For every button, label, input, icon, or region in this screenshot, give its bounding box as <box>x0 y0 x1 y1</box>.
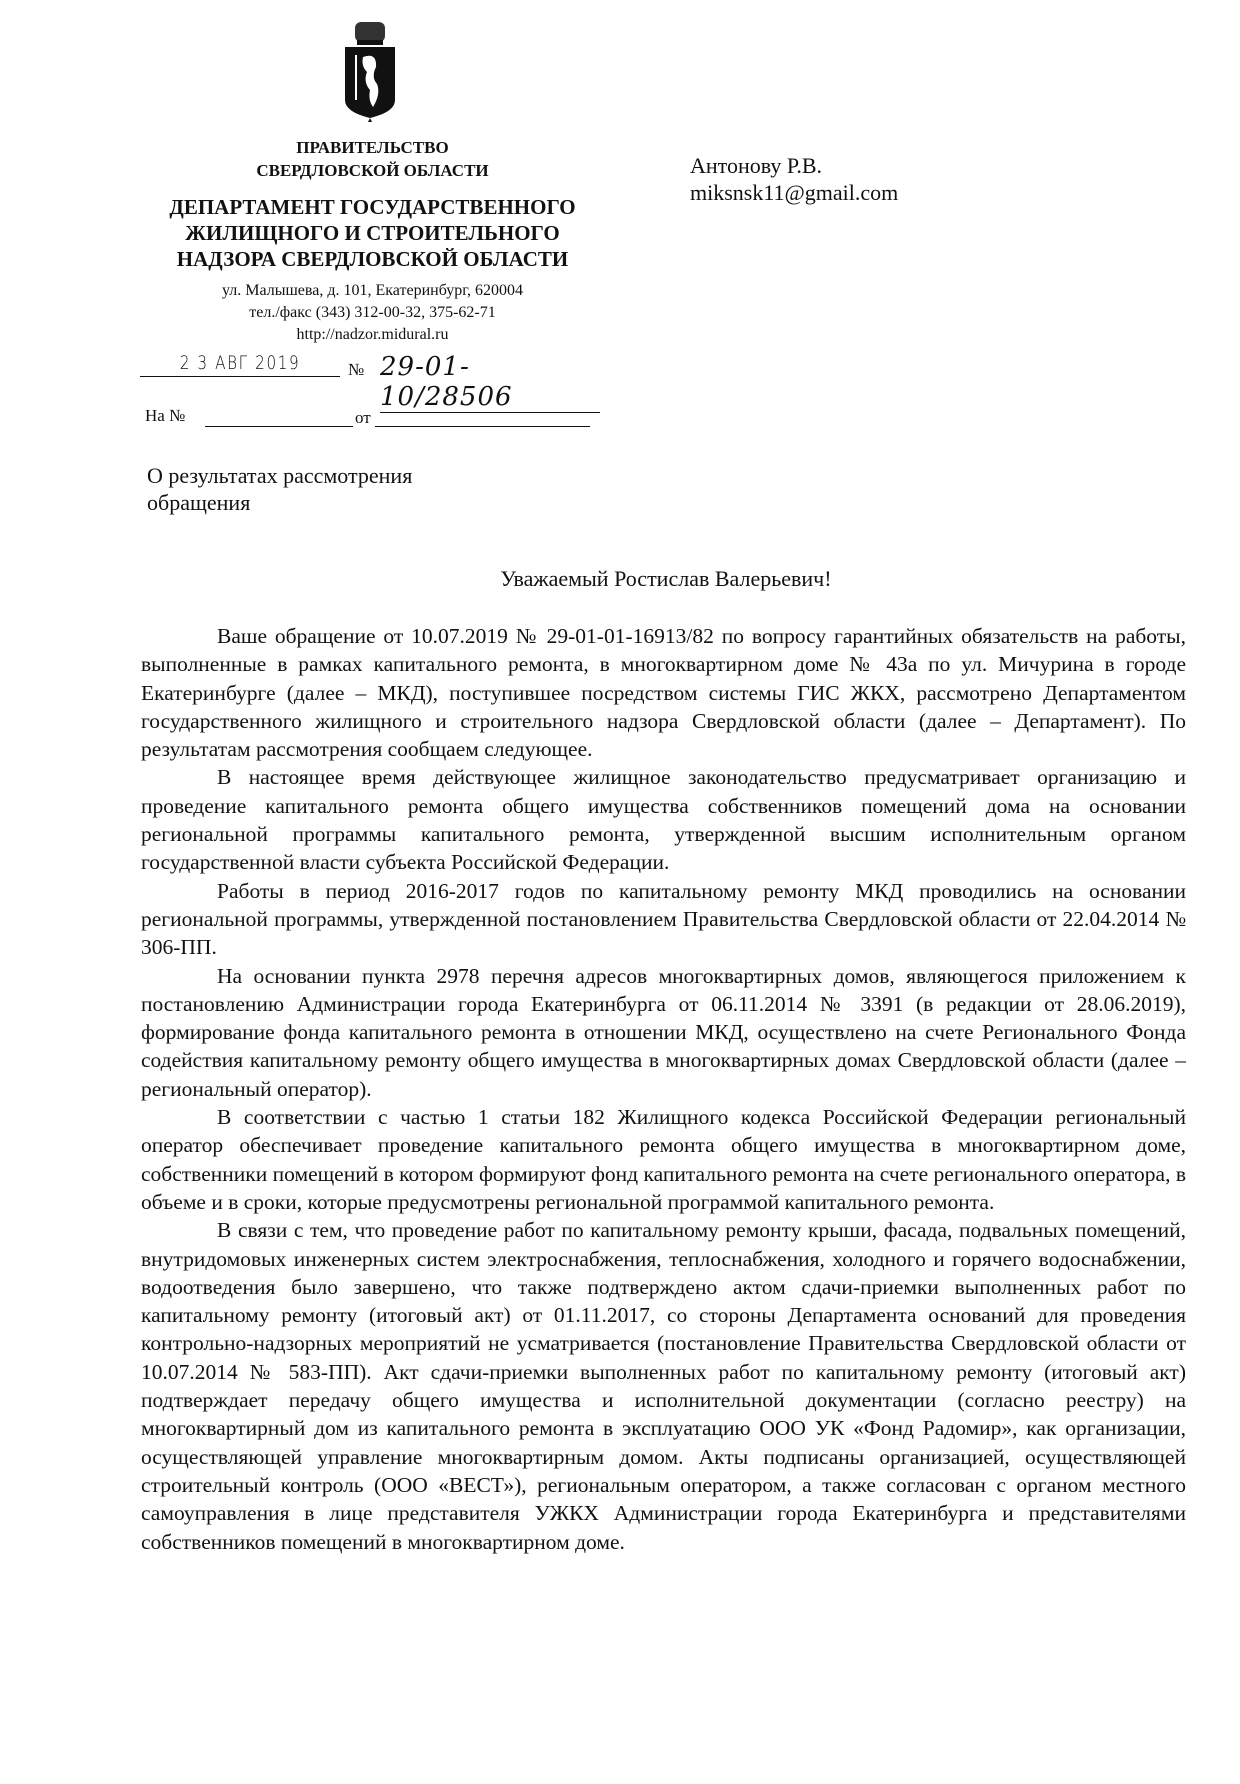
address-line: ул. Малышева, д. 101, Екатеринбург, 620004 <box>222 282 523 299</box>
government-line: ПРАВИТЕЛЬСТВО <box>296 138 449 157</box>
department-line: ЖИЛИЩНОГО И СТРОИТЕЛЬНОГО <box>185 221 560 245</box>
addressee-name: Антонову Р.В. <box>690 153 823 178</box>
department-title <box>120 194 625 272</box>
letter-body <box>141 622 1186 1556</box>
reply-number-blank <box>205 406 353 427</box>
reply-date-blank <box>375 406 590 427</box>
addressee <box>690 152 898 206</box>
body-paragraph: Ваше обращение от 10.07.2019 № 29-01-01-16913/82 по вопросу гарантийных обязательств на работы, выполненные в рамках капитального ремонта, в многоквартирном доме № 43а по ул. Мичурина в городе Екатеринбурге (далее – МКД), поступившее посредством системы ГИС ЖКХ, рассмотрено Департаментом государственного жилищного и строительного надзора Свердловской области (далее – Департамент). По результатам рассмотрения сообщаем следующее. <box>141 624 1186 762</box>
body-paragraph: В настоящее время действующее жилищное законодательство предусматривает организацию и проведение капитального ремонта общего имущества собственников помещений дома на основании региональной программы капитального ремонта, утвержденной высшим исполнительным органом государственной власти субъекта Российской Федерации. <box>141 765 1186 875</box>
body-paragraph: В связи с тем, что проведение работ по капитальному ремонту крыши, фасада, подвальных помещений, внутридомовых инженерных систем электроснабжения, теплоснабжения, холодного и горячего водоснабжении, водоотведения было завершено, что также подтверждено актом сдачи-приемки выполненных работ по капитальному ремонту (итоговый акт) от 01.11.2017, со стороны Департамента оснований для проведения контрольно-надзорных мероприятий не усматривается (постановление Правительства Свердловской области от 10.07.2014 № 583-ПП). Акт сдачи-приемки выполненных работ по капитальному ремонту (итоговый акт) подтверждает передачу общего имущества и исполнительной документации (согласно реестру) на многоквартирный дом из капитального ремонта в эксплуатацию ООО УК «Фонд Радомир», как организации, осуществляющей управление многоквартирным домом. Акты подписаны организацией, осуществляющей строительный контроль (ООО «ВЕСТ»), региональным оператором, а также согласован с органом местного самоуправления в лице представителя УЖКХ Администрации города Екатеринбурга и представителями собственников помещений в многоквартирном доме. <box>141 1218 1186 1554</box>
coat-of-arms-emblem <box>343 22 397 122</box>
body-paragraph: На основании пункта 2978 перечня адресов многоквартирных домов, являющегося приложением к постановлению Администрации города Екатеринбурга от 06.11.2014 № 3391 (в редакции от 28.06.2019), формирование фонда капитального ремонта в отношении МКД, осуществлено на счете Регионального Фонда содействия капитальному ремонту общего имущества в многоквартирных домах Свердловской области (далее – региональный оператор). <box>141 963 1186 1101</box>
department-address <box>120 280 625 346</box>
outgoing-registration <box>140 352 600 412</box>
letter-subject <box>147 462 412 516</box>
number-label: № <box>348 360 365 379</box>
outgoing-number-handwritten: 29-01-10/28506 <box>380 352 600 413</box>
department-line: НАДЗОРА СВЕРДЛОВСКОЙ ОБЛАСТИ <box>176 247 569 271</box>
reply-number-label: На № <box>145 406 186 425</box>
subject-line: О результатах рассмотрения <box>147 463 413 488</box>
government-line: СВЕРДЛОВСКОЙ ОБЛАСТИ <box>256 161 489 180</box>
reply-date-label: от <box>355 408 371 427</box>
body-paragraph: В соответствии с частью 1 статьи 182 Жилищного кодекса Российской Федерации региональный оператор обеспечивает проведение капитального ремонта общего имущества в многоквартирном доме, собственники помещений в котором формируют фонд капитального ремонта на счете регионального оператора, в объеме и в сроки, которые предусмотрены региональной программой капитального ремонта. <box>141 1105 1186 1214</box>
website-line: http://nadzor.midural.ru <box>296 326 449 343</box>
greeting: Уважаемый Ростислав Валерьевич! <box>500 566 832 591</box>
subject-line: обращения <box>147 490 251 515</box>
phone-line: тел./факс (343) 312-00-32, 375-62-71 <box>249 304 496 321</box>
outgoing-date-stamp: 2 3 АВГ 2019 <box>140 352 340 377</box>
addressee-email: miksnsk11@gmail.com <box>690 180 899 205</box>
department-line: ДЕПАРТАМЕНТ ГОСУДАРСТВЕННОГО <box>169 195 576 219</box>
body-paragraph: Работы в период 2016-2017 годов по капитальному ремонту МКД проводились на основании региональной программы, утвержденной постановлением Правительства Свердловской области от 22.04.2014 № 306-ПП. <box>141 878 1186 960</box>
government-title <box>120 136 625 182</box>
reply-reference <box>145 406 595 430</box>
